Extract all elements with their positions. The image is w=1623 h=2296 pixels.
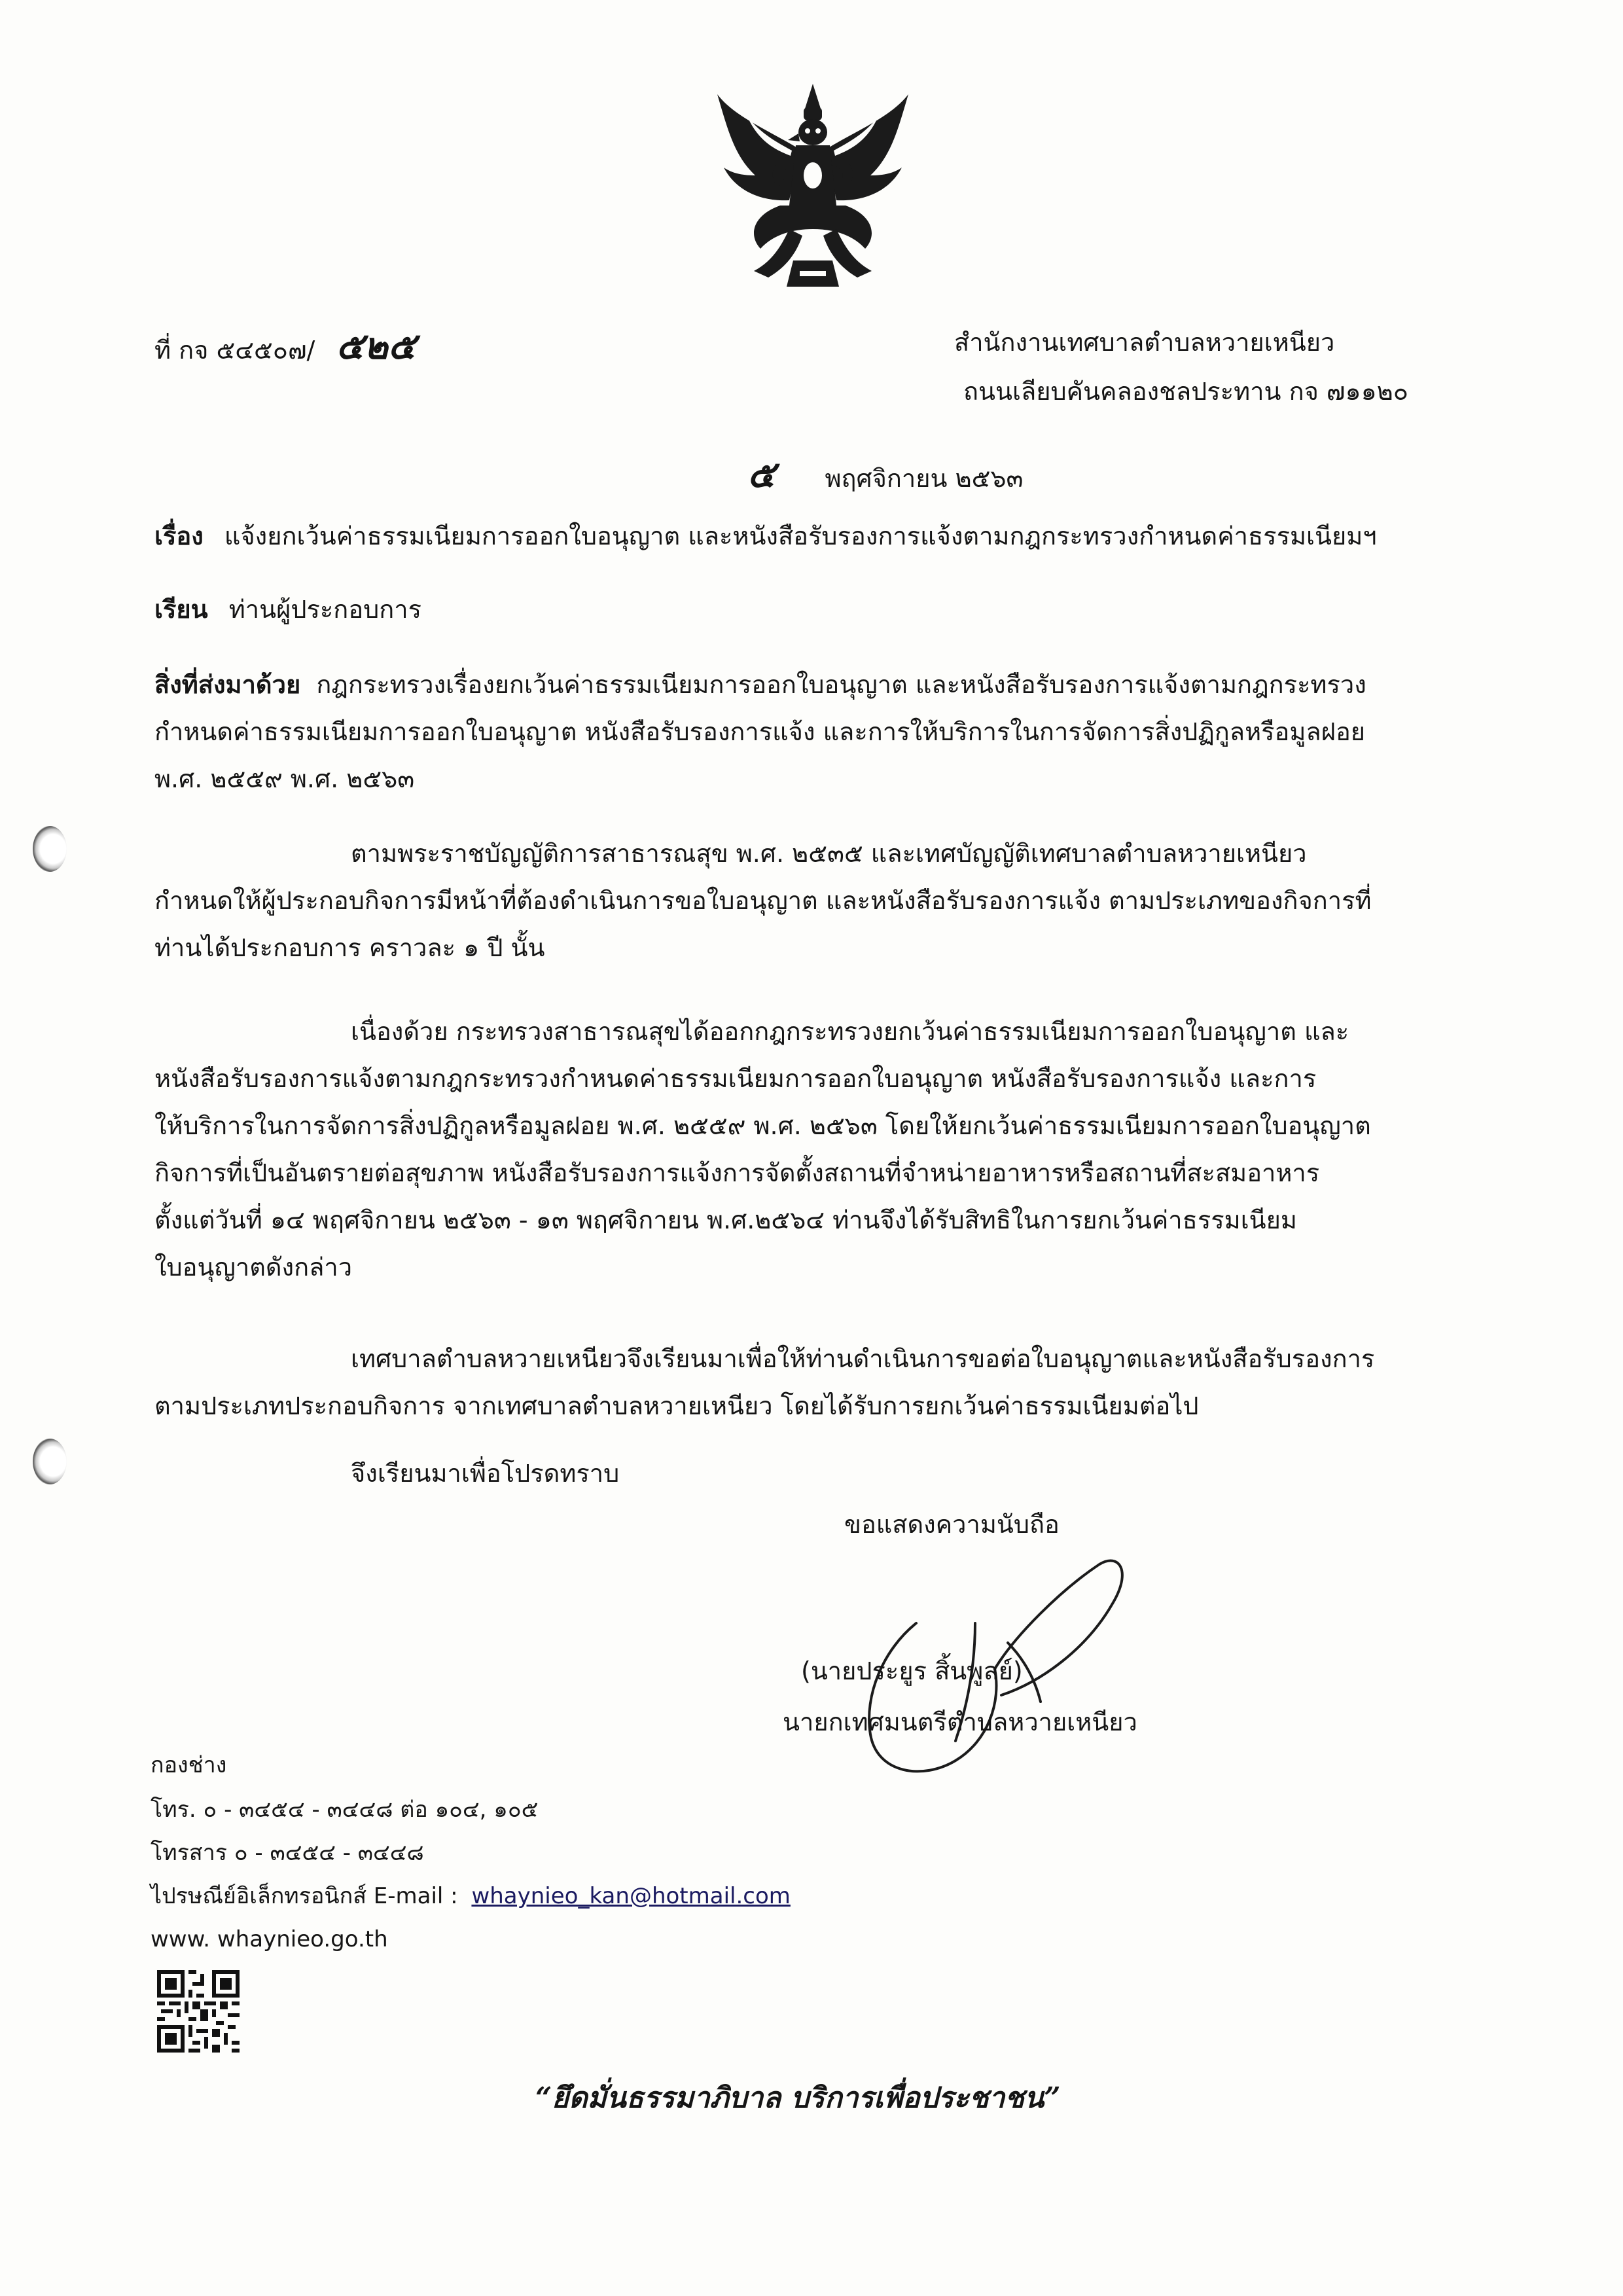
enclosure-label: สิ่งที่ส่งมาด้วย <box>154 670 301 699</box>
punch-hole-top <box>33 826 67 872</box>
subject-text: แจ้งยกเว้นค่าธรรมเนียมการออกใบอนุญาต และหนังสือรับรองการแจ้งตามกฎกระทรวงกำหนดค่าธรรมเนียมฯ <box>224 522 1377 550</box>
paragraph-line: หนังสือรับรองการแจ้งตามกฎกระทรวงกำหนดค่าธรรมเนียมการออกใบอนุญาต หนังสือรับรองการแจ้ง และการ <box>154 1064 1317 1093</box>
body-paragraph-1 <box>154 830 1483 971</box>
paragraph-line: ตามประเภทประกอบกิจการ จากเทศบาลตำบลหวายเหนียว โดยได้รับการยกเว้นค่าธรรมเนียมต่อไป <box>154 1391 1199 1420</box>
paragraph-line: ให้บริการในการจัดการสิ่งปฏิกูลหรือมูลฝอย พ.ศ. ๒๕๕๙ พ.ศ. ๒๕๖๓ โดยให้ยกเว้นค่าธรรมเนียมการออกใบอนุญาต <box>154 1111 1371 1140</box>
contact-fax: โทรสาร ๐ - ๓๔๕๔ - ๓๔๔๘ <box>151 1840 424 1866</box>
recipient-text: ท่านผู้ประกอบการ <box>228 595 422 624</box>
reference-number <box>154 323 416 369</box>
signatory-name: (นายประยูร สิ้นพูลย์) <box>801 1657 1023 1685</box>
letter-date <box>747 452 1024 497</box>
contact-website: www. whaynieo.go.th <box>151 1926 388 1952</box>
reference-label: ที่ กจ ๕๔๕๐๗/ <box>154 336 315 365</box>
paragraph-line: กิจการที่เป็นอันตรายต่อสุขภาพ หนังสือรับรองการแจ้งการจัดตั้งสถานที่จำหน่ายอาหารหรือสถานที่สะสมอาหาร <box>154 1158 1320 1187</box>
paragraph-line: เทศบาลตำบลหวายเหนียวจึงเรียนมาเพื่อให้ท่านดำเนินการขอต่อใบอนุญาตและหนังสือรับรองการ <box>351 1344 1375 1373</box>
contact-department: กองช่าง <box>151 1752 227 1778</box>
paragraph-line: ใบอนุญาตดังกล่าว <box>154 1253 353 1282</box>
enclosure-line-1: สิ่งที่ส่งมาด้วย กฎกระทรวงเรื่องยกเว้นค่าธรรมเนียมการออกใบอนุญาต และหนังสือรับรองการแจ้งตามกฎกระทรวง <box>154 670 1366 699</box>
body-paragraph-2 <box>154 1008 1483 1291</box>
paragraph-line: ท่านได้ประกอบการ คราวละ ๑ ปี นั้น <box>154 933 545 962</box>
date-month-year: พฤศจิกายน ๒๕๖๓ <box>825 464 1024 493</box>
subject-label: เรื่อง <box>154 522 204 550</box>
email-label: ไปรษณีย์อิเล็กทรอนิกส์ E-mail : <box>151 1883 458 1909</box>
signatory-title: นายกเทศมนตรีตำบลหวายเหนียว <box>783 1708 1137 1736</box>
paragraph-line: ตั้งแต่วันที่ ๑๔ พฤศจิกายน ๒๕๖๓ - ๑๓ พฤศจิกายน พ.ศ.๒๕๖๔ ท่านจึงได้รับสิทธิในการยกเว้นค่าธรรมเนียม <box>154 1206 1297 1234</box>
enclosure-line-2: กำหนดค่าธรรมเนียมการออกใบอนุญาต หนังสือรับรองการแจ้ง และการให้บริการในการจัดการสิ่งปฏิกูลหรือมูลฝอย <box>154 717 1366 746</box>
subject-line <box>154 521 1377 552</box>
paragraph-line: ตามพระราชบัญญัติการสาธารณสุข พ.ศ. ๒๕๓๕ และเทศบัญญัติเทศบาลตำบลหวายเหนียว <box>351 839 1307 868</box>
office-name: สำนักงานเทศบาลตำบลหวายเหนียว <box>954 328 1335 357</box>
qr-code-icon <box>157 1970 240 2053</box>
contact-phone: โทร. ๐ - ๓๔๕๔ - ๓๔๔๘ ต่อ ๑๐๔, ๑๐๕ <box>151 1797 539 1823</box>
closing-request: จึงเรียนมาเพื่อโปรดทราบ <box>351 1459 620 1488</box>
motto-slogan: “ยึดมั่นธรรมาภิบาล บริการเพื่อประชาชน” <box>535 2081 1061 2115</box>
paragraph-line: เนื่องด้วย กระทรวงสาธารณสุขได้ออกกฎกระทรวงยกเว้นค่าธรรมเนียมการออกใบอนุญาต และ <box>351 1017 1349 1046</box>
recipient-line <box>154 594 421 626</box>
recipient-label: เรียน <box>154 595 208 624</box>
garuda-emblem-icon <box>708 77 918 293</box>
contact-email-line <box>151 1882 791 1910</box>
email-link[interactable]: whaynieo_kan@hotmail.com <box>471 1883 791 1909</box>
paragraph-line: กำหนดให้ผู้ประกอบกิจการมีหน้าที่ต้องดำเนินการขอใบอนุญาต และหนังสือรับรองการแจ้ง ตามประเภทของกิจการที่ <box>154 886 1372 915</box>
office-address: ถนนเลียบคันคลองชลประทาน กจ ๗๑๑๒๐ <box>963 377 1408 406</box>
reference-handwritten-number: ๕๒๕ <box>336 325 416 368</box>
punch-hole-bottom <box>33 1439 67 1484</box>
closing-salutation: ขอแสดงความนับถือ <box>844 1510 1060 1539</box>
enclosure-line-3: พ.ศ. ๒๕๕๙ พ.ศ. ๒๕๖๓ <box>154 764 415 793</box>
enclosure-block <box>154 661 1483 802</box>
body-paragraph-3 <box>154 1335 1483 1429</box>
date-day-handwritten: ๕ <box>747 453 776 496</box>
